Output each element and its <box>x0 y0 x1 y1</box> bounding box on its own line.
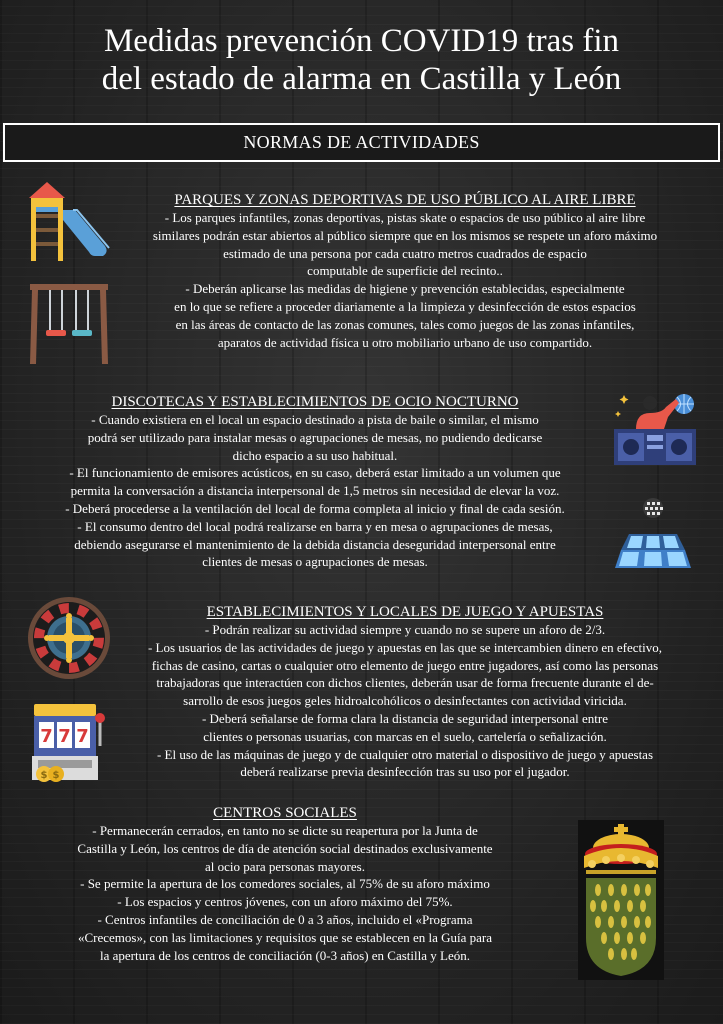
text-line: fichas de casino, cartas o cualquier otro elemento de juego entre jugadores, así como las personas <box>151 657 659 673</box>
section-centros <box>20 804 550 964</box>
dj-booth-icon <box>612 389 698 467</box>
text-line: - Los parques infantiles, zonas deportivas, pistas skate o espacios de uso público al aire libre <box>164 210 646 225</box>
text-line: podrá ser utilizado para instalar mesas o agrupaciones de mesas, no pudiendo dedicarse <box>87 429 543 445</box>
text-line: - El funcionamiento de emisores acústicos, en su caso, deberá estar limitado a un volumen que <box>69 465 561 481</box>
text-line: Castilla y León, los centros de día de atención social destinados exclusivamente <box>77 840 493 856</box>
svg-text:7: 7 <box>58 726 71 747</box>
text-line: - Deberá señalarse de forma clara la distancia de seguridad interpersonal entre <box>201 710 609 726</box>
text-line: - El consumo dentro del local podrá realizarse en barra y en mesa o agrupaciones de mesas, <box>77 518 553 534</box>
text-line: - Los usuarios de las actividades de juego y apuestas en las que se intercambien dinero en efectivo, <box>147 639 663 655</box>
section-heading-centros: CENTROS SOCIALES <box>213 805 357 821</box>
coat-of-arms-icon <box>578 820 664 980</box>
svg-text:7: 7 <box>76 726 89 747</box>
text-line: estimado de una persona por cada cuatro metros cuadrados de espacio <box>223 245 587 261</box>
text-line: trabajadoras que interactúen con dichos clientes, deberán usar de forma frecuente durante el de- <box>156 675 654 691</box>
text-line: - El uso de las máquinas de juego y de cualquier otro material o dispositivo de juego y apuestas <box>156 746 654 762</box>
svg-text:7: 7 <box>40 726 53 747</box>
text-line: en lo que se refiere a proceder diariamente a la limpieza y desinfección de estos espacios <box>174 298 636 314</box>
text-line: clientes de mesas o agrupaciones de mesas. <box>202 554 428 570</box>
text-line: - Se permite la apertura de los comedores sociales, al 75% de su aforo máximo <box>80 876 490 892</box>
text-line: - Podrán realizar su actividad siempre y cuando no se supere un aforo de 2/3. <box>204 622 606 637</box>
text-line: similares podrán estar abiertos al público siempre que en los mismos se respete un aforo máximo <box>152 227 658 243</box>
text-line: - Deberán aplicarse las medidas de higiene y prevención establecidas, especialmente <box>185 281 625 297</box>
section-banner-label: NORMAS DE ACTIVIDADES <box>243 132 480 152</box>
page-title <box>0 22 723 98</box>
text-line: computable de superficie del recinto.. <box>307 263 503 279</box>
text-line: - Cuando existiera en el local un espacio destinado a pista de baile o similar, el mismo <box>91 412 539 427</box>
section-banner <box>3 123 720 162</box>
text-line: al ocio para personas mayores. <box>205 858 365 874</box>
text-line: - Los espacios y centros jóvenes, con un aforo máximo del 75%. <box>117 894 453 910</box>
text-line: la apertura de los centros de conciliación (0-3 años) en Castilla y León. <box>99 947 470 963</box>
playground-slide-icon <box>25 176 113 262</box>
text-line: clientes o personas usuarias, con marcas en el suelo, cartelería o señalización. <box>203 728 607 744</box>
section-heading-discotecas: DISCOTECAS Y ESTABLECIMIENTOS DE OCIO NOCTURNO <box>111 394 519 410</box>
page-title-line-1: Medidas prevención COVID19 tras fin <box>103 23 620 59</box>
text-line: «Crecemos», con las limitaciones y requisitos que se establecen en la Guía para <box>77 929 493 945</box>
section-parques <box>95 191 715 351</box>
text-line: - Permanecerán cerrados, en tanto no se dicte su reapertura por la Junta de <box>92 823 478 838</box>
section-heading-juego: ESTABLECIMIENTOS Y LOCALES DE JUEGO Y APUESTAS <box>206 604 604 620</box>
roulette-wheel-icon <box>27 596 111 680</box>
text-line: sarrollo de esos juegos geles hidroalcohólicos o desinfectantes con actividad viricida. <box>183 693 627 709</box>
text-line: en las áreas de contacto de las zonas comunes, tales como juegos de las zonas infantiles, <box>175 316 635 332</box>
page-title-line-2: del estado de alarma en Castilla y León <box>101 61 622 97</box>
slot-machine-icon <box>30 702 110 782</box>
swing-set-icon <box>28 282 110 366</box>
section-discotecas <box>20 393 610 571</box>
section-juego <box>100 603 710 781</box>
text-line: - Centros infantiles de conciliación de 0 a 3 años, incluido el «Programa <box>97 911 473 927</box>
section-heading-parques: PARQUES Y ZONAS DEPORTIVAS DE USO PÚBLICO AL AIRE LIBRE <box>174 192 636 208</box>
text-line: - Deberá procederse a la ventilación del local de forma completa al inicio y final de cada sesión. <box>65 500 565 516</box>
text-line: aparatos de actividad física u otro mobiliario urbano de uso compartido. <box>217 334 593 350</box>
dance-floor-icon <box>615 496 691 570</box>
text-line: dicho espacio a su uso habitual. <box>232 447 398 463</box>
text-line: deberá realizarse previa desinfección tras su uso por el jugador. <box>240 764 570 780</box>
svg-text:$: $ <box>52 770 60 781</box>
svg-text:$: $ <box>40 770 48 781</box>
text-line: debiendo asegurarse el mantenimiento de la debida distancia deseguridad interpersonal entre <box>74 536 556 552</box>
text-line: permita la conversación a distancia interpersonal de 1,5 metros sin necesidad de elevar la voz. <box>70 483 560 499</box>
